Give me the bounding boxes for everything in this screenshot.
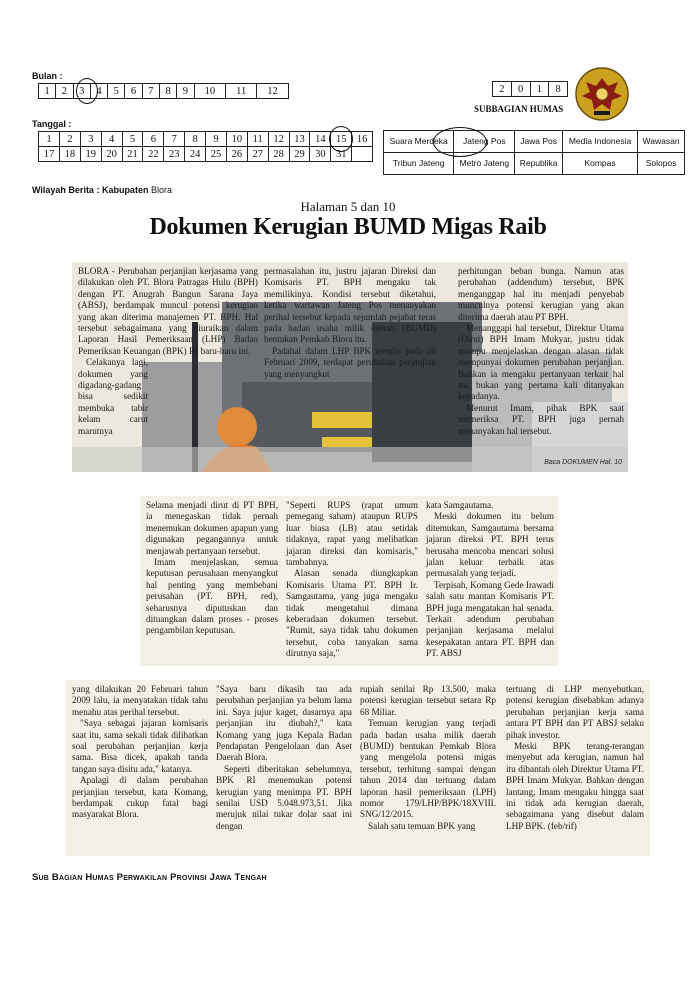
date-cell-7: 7 [164,132,185,147]
clip1-col1-p2: Celakanya lagi, dokumen yang digadang-gadang bisa sedikit membuka tabir kelam carut marutnya [78,357,148,436]
media-grid [383,130,685,175]
date-cell-25: 25 [206,147,227,162]
clip3-col1-p2: "Saya sebagai jajaran komisaris saat itu, sama sekali tidak dilibatkan soal perubahan perjanjian kerja sama. Bisa dicek, apakah tanda tangan saya disitu ada," katanya. [72,718,208,774]
wilayah-value: Blora [150,185,172,195]
date-cell-22: 22 [143,147,164,162]
clip2-col3-p1: kata Samgautama. [426,500,494,510]
selected-month-circle [76,78,98,104]
month-cell-12: 12 [257,84,289,99]
footer-text: Sub Bagian Humas Perwakilan Provinsi Jawa Tengah [32,872,267,883]
date-cell-14: 14 [310,132,331,147]
clip1-col3-p2: Menanggapi hal tersebut, Direktur Utama (Dirut) BPH Imam Mukyar, justru tidak mampu menjelaskan dengan alasan tidak mempunyai dokumen perubahan perjanjian. Bahkan ia mengaku pertanyaan terkait hal itu, bukan yang pertama kali ditanyakan kepadanya. [458,323,624,402]
date-cell-24: 24 [185,147,206,162]
wilayah-label: Wilayah Berita : Kabupaten [32,185,149,195]
date-cell-11: 11 [247,132,268,147]
bulan-label: Bulan : [32,71,63,81]
clip2-col2-p2: Alasan senada diungkapkan Komisaris Utama PT. BPH Ir. Samgautama, yang juga mengaku tidak mengetahui dimana keberadaan dokumen tersebut. "Rumit, saya tidak tahu dokumen tersebut, coba tanyakan sama dirutnya saja," [286,568,418,659]
month-cell-4: 4 [90,84,107,99]
month-cell-6: 6 [125,84,142,99]
date-cell-5: 5 [122,132,143,147]
month-cell-5: 5 [108,84,125,99]
clip3-col2-p1: "Saya baru dikasih tau ada perubahan perjanjian ya belum lama ini. Saya jujur kaget, dasarnya apa perjanjian itu diubah?," kata Komang yang juga Kepala Badan Pendapatan Pengelolaan dan Aset Daerah Blora. [216,684,352,763]
subbagian-label: SUBBAGIAN HUMAS [474,104,564,114]
clip1-col2 [264,266,436,380]
date-cell-2: 2 [59,132,80,147]
date-cell-15: 15 [331,132,352,147]
clip3-col1 [72,684,208,821]
date-cell-8: 8 [185,132,206,147]
clip2-col3 [426,500,554,660]
date-cell-1: 1 [39,132,60,147]
date-cell-17: 17 [39,147,60,162]
clip3-col3-p2: Temuan kerugian yang terjadi pada badan usaha milik daerah (BUMD) bentukan Pemkab Blora yang mengelola potensi migas tersebut, terhitung sampai dengan tahun 2014 dan tertuang dalam laporan hasil pemeriksaan (LPH) nomor 179/LHP/BPK/18XVIII. SNG/12/2015. [360,718,496,820]
date-cell-31: 31 [331,147,352,162]
clip3-col4-p1: tertuang di LHP menyebutkan, potensi kerugian disebabkan adanya perubahan perjanjian kerja sama antara PT BPH dan PT ABSJ selaku pihak investor. [506,684,644,740]
date-cell-28: 28 [268,147,289,162]
media-cell-jateng-pos: Jateng Pos [454,131,515,153]
media-cell-kompas: Kompas [562,153,637,175]
halaman-text: Halaman 5 dan 10 [300,199,396,214]
clip3-col4 [506,684,644,832]
clip-2 [140,496,558,666]
clip2-col1-p1: Selama menjadi dirut di PT BPH, ia menegaskan tidak pernah menemukan dokumen apapun yang digunakan pegangannya untuk menjawab pertanyaan tersebut. [146,500,278,556]
clip3-col3 [360,684,496,832]
month-cell-11: 11 [226,84,257,99]
date-cell-20: 20 [101,147,122,162]
month-cell-2: 2 [56,84,73,99]
wilayah-line [32,185,172,195]
clip3-col3-p1: rupiah senilai Rp 13.500, maka potensi kerugian tersebut setara Rp 68 Miliar. [360,684,496,717]
clip3-col2-p2: Seperti diberitakan sebelumnya, BPK RI menemukan potensi kerugian yang menimpa PT. BPH senilai USD 5.048.973,51. Jika merujuk nilai tukar dolar saat ini dengan [216,763,352,831]
date-cell-12: 12 [268,132,289,147]
clip1-col3 [458,266,624,437]
clip1-col3-p1: perhitungan beban bunga. Namun atas perubahan (addendum) tersebut, BPK menganggap hal itu menjadi penyebab munculnya potensi kerugian yang akan diterima daerah atau PT BPH. [458,266,624,322]
month-cell-8: 8 [159,84,176,99]
media-cell-media-indonesia: Media Indonesia [562,131,637,153]
clip2-col1-p2: Imam menjelaskan, semua keputusan perusahaan menyangkut hal penting yang membebani perusahan (PT. BPH, red), seharusnya diputuskan dan dituangkan dalam proses - proses pengambilan keputusan. [146,557,278,636]
clip2-col2-p1: "Seperti RUPS (rapat umum pemegang saham) ataupun RUPS luar biasa (LB) atau setidak tidaknya, rapat yang melibatkan jajaran direksi dan komisaris," tambahnya. [286,500,418,568]
date-cell-30: 30 [310,147,331,162]
date-cell-4: 4 [101,132,122,147]
year-digit-0: 0 [511,82,530,97]
date-cell-29: 29 [289,147,310,162]
date-cell-16: 16 [352,132,373,147]
garuda-emblem-icon [574,66,630,122]
clip1-col1-p1: BLORA - Perubahan perjanjian kerjasama yang dilakukan oleh PT. Blora Patragas Hulu (BPH) dengan PT. Anugrah Bangun Sarana Jaya (ABSJ), berdampak muncul potensi kerugian yang akan diterima manajemen PT. BPH. Hal tersebut sebagaimana yang diuraikan dalam Laporan Hasil Pemeriksaan (LHP) Badan Pemeriksan Keuangan (BPK) RI baru-baru ini. [78,266,258,356]
clip1-col1 [78,266,258,437]
date-cell-9: 9 [206,132,227,147]
clip1-col2-p1: permasalahan itu, justru jajaran Direksi dan Komisaris PT. BPH mengaku tak memilikinya. Kondisi tersebut diketahui, ketika wartawan Jateng Pos menanyakan perihal tersebut kepada sejumlah pejabat teras pada badan usaha milik daerah (BUMD) bentukan Pemkab Blora itu. [264,266,436,345]
selected-date-circle [329,126,353,152]
month-cell-9: 9 [177,84,194,99]
headline: Dokumen Kerugian BUMD Migas Raib [149,214,547,240]
year-digit-2: 2 [493,82,512,97]
date-cell-19: 19 [80,147,101,162]
date-cell-21: 21 [122,147,143,162]
date-cell-3: 3 [80,132,101,147]
clip3-col4-p2: Meski BPK terang-terangan menyebut ada kerugian, namun hal itu dibantah oleh Direktur Utama PT. BPH Imam Mukyar. Bahkan dengan lantang, Imam mengaku hingga saat ini tidak ada kerugian daerah, sebagaimana yang disebut dalam LHP BPK. (feb/rif) [506,741,644,831]
clip1-col2-p2: Padahal dalam LHP BPK tertulis pada 20 Februari 2009, terdapat perubahan perjanjian yang menyangkut [264,345,436,379]
media-cell-tribun-jateng: Tribun Jateng [384,153,454,175]
date-cell-27: 27 [247,147,268,162]
date-grid [38,131,373,162]
tanggal-label: Tanggal : [32,119,72,129]
year-grid [492,81,568,97]
clip2-col3-p3: Terpisah, Komang Gede Irawadi salah satu mantan Komisaris PT. BPH juga mengatakan hal senada. Terkait adendum perubahan perjanjian kerjasama melalui kesepakatan antara PT. BPH dan PT. ABSJ [426,579,554,659]
clip1-col3-p3: Menurut Imam, pihak BPK saat memeriksa PT. BPH juga pernah menanyakan hal tersebut. [458,402,624,436]
baca-continuation: Baca DOKUMEN Hal. 10 [544,459,622,466]
clip3-col2 [216,684,352,832]
media-cell-solopos: Solopos [638,153,685,175]
date-cell-18: 18 [59,147,80,162]
date-cell-empty [352,147,373,162]
year-digit-8: 8 [549,82,568,97]
selected-media-circle [433,127,487,157]
date-cell-23: 23 [164,147,185,162]
media-cell-wawasan: Wawasan [638,131,685,153]
clip2-col2 [286,500,418,660]
month-cell-1: 1 [39,84,56,99]
month-cell-10: 10 [194,84,226,99]
date-cell-6: 6 [143,132,164,147]
clip3-col3-p3: Salah satu temuan BPK yang [368,820,476,831]
clip-3 [66,680,650,856]
clip2-col1 [146,500,278,637]
date-cell-10: 10 [226,132,247,147]
media-cell-jawa-pos: Jawa Pos [515,131,563,153]
date-cell-26: 26 [226,147,247,162]
media-cell-suara-merdeka: Suara Merdeka [384,131,454,153]
media-cell-metro-jateng: Metro Jateng [454,153,515,175]
clip3-col1-p3: Apalagi di dalam perubahan perjanjian tersebut, kata Komang, berdampak cukup fatal bagi masyarakat Blora. [72,775,208,820]
media-cell-republika: Republika [515,153,563,175]
clip-1 [72,262,628,472]
month-cell-7: 7 [142,84,159,99]
date-cell-13: 13 [289,132,310,147]
clip2-col3-p2: Meski dokumen itu belum ditemukan, Samgautama bersama jajaran direksi PT. BPH terus berusaha mencoba mencari solusi jalan keluar terbaik atas permasalah yang terjadi. [426,511,554,579]
clip3-col1-p1: yang dilakukan 20 Februari tahun 2009 lalu, ia menyatakan tidak tahu menahu atas perihal tersebut. [72,684,208,717]
month-cell-3: 3 [73,84,90,99]
year-digit-1: 1 [530,82,549,97]
